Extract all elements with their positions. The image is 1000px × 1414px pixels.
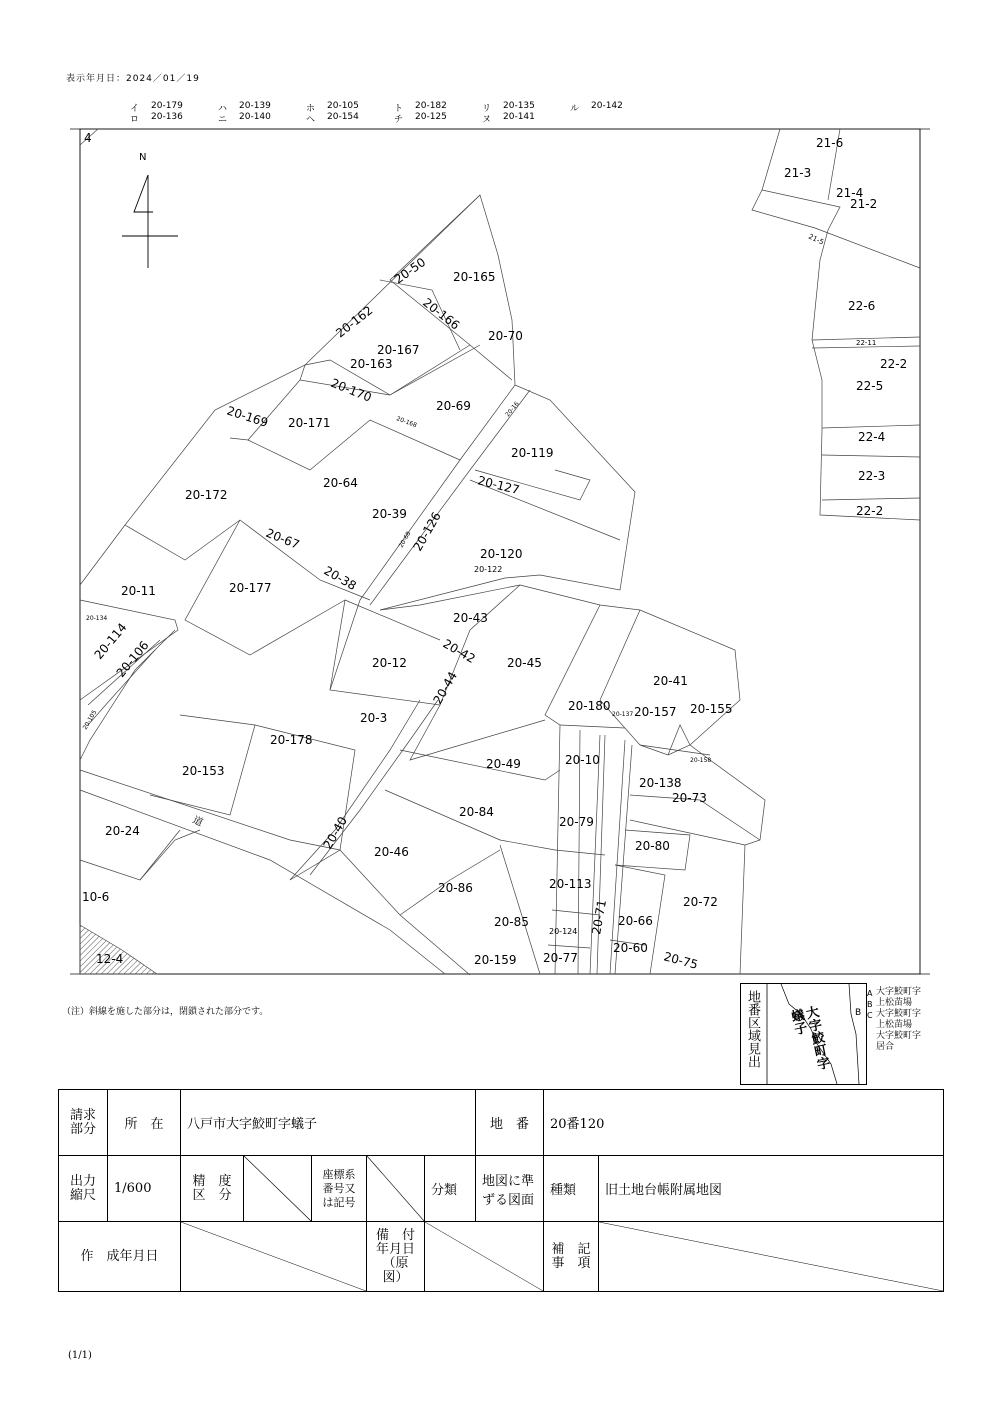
parcel-label: 20-24	[105, 824, 140, 838]
parcel-label: 20-126	[410, 509, 444, 554]
parcel-label: 21-5	[807, 232, 825, 247]
parcel-label: 20-69	[436, 399, 471, 413]
parcel-label: 20-138	[639, 776, 682, 790]
legend-value: 20-141	[503, 112, 535, 122]
legend-key: ロ	[130, 115, 140, 125]
parcel-label: 20-71	[589, 898, 610, 936]
parcel-label: 20-60	[613, 941, 648, 955]
parcel-label: 20-68	[397, 530, 413, 549]
certificate-form	[58, 1089, 944, 1292]
parcel-label: 12-4	[96, 952, 124, 966]
accuracy-label: 精 度区 分	[181, 1156, 244, 1222]
parcel-label: 20-86	[438, 881, 473, 895]
index-map-title: 地番区域見出	[745, 990, 760, 1068]
parcel-label: 22-3	[858, 469, 886, 483]
parcel-label: 20-177	[229, 581, 272, 595]
index-map-mark: B	[855, 1008, 862, 1018]
parcel-label: 20-119	[511, 446, 554, 460]
parcel-label: 20-157	[634, 705, 677, 719]
prepared-value	[425, 1222, 544, 1292]
class-value: 地図に準ずる図面	[476, 1156, 544, 1222]
parcel-label: 20-134	[86, 615, 108, 622]
parcel-label: 20-167	[377, 343, 420, 357]
parcel-label: 20-172	[185, 488, 228, 502]
index-map-entries	[876, 987, 921, 1053]
type-value: 旧土地台帳附属地図	[599, 1156, 944, 1222]
closed-parcel	[80, 925, 157, 974]
parcel-label: 20-153	[182, 764, 225, 778]
index-mark: A	[867, 989, 873, 998]
legend-value: 20-179	[151, 101, 183, 111]
parcel-label: 20-44	[430, 669, 461, 707]
legend-key: ヌ	[482, 115, 492, 125]
parcel-label: 20-120	[480, 547, 523, 561]
parcel-label: 20-171	[288, 416, 331, 430]
legend-value: 20-135	[503, 101, 535, 111]
legend-key: ニ	[218, 115, 228, 125]
parcel-label: 20-40	[320, 814, 351, 852]
parcel-label: 21-2	[850, 197, 878, 211]
legend-value: 20-125	[415, 112, 447, 122]
parcel-label: 20-169	[225, 403, 270, 430]
parcel-label: 20-122	[474, 565, 503, 574]
parcel-label: 20-42	[440, 636, 478, 667]
parcel-label: 20-66	[618, 914, 653, 928]
parcel-label: 20-85	[494, 915, 529, 929]
parcel-label: 20-163	[350, 357, 393, 371]
parcel-label: 20-46	[374, 845, 409, 859]
parcel-label: 20-170	[328, 375, 374, 405]
parcel-label: 4	[84, 131, 92, 145]
index-entry: 大字鮫町字	[876, 1009, 922, 1019]
legend-value: 20-182	[415, 101, 447, 111]
index-map	[740, 983, 867, 1085]
parcel-label: 20-16	[504, 400, 521, 419]
parcel-label: 20-64	[323, 476, 358, 490]
index-map-area-name: 大字鮫町字蟻子	[787, 1004, 831, 1072]
parcel-label: 20-43	[453, 611, 488, 625]
legend-key: ト	[394, 104, 404, 114]
parcel-label: 20-178	[270, 733, 313, 747]
legend-value: 20-140	[239, 112, 271, 122]
parcel-label: 20-79	[559, 815, 594, 829]
legend-key: ヘ	[306, 115, 316, 125]
display-date: 表示年月日：2024／01／19	[66, 74, 200, 84]
legend-key: リ	[482, 104, 492, 114]
parcel-label: 21-4	[836, 186, 864, 200]
parcel-label: 20-3	[360, 711, 388, 725]
accuracy-value	[244, 1156, 312, 1222]
parcel-label: 20-45	[507, 656, 542, 670]
parcel-label: 20-70	[488, 329, 523, 343]
parcel-label: 20-127	[476, 473, 521, 498]
legend-key: チ	[394, 115, 404, 125]
index-entry: 居合	[876, 1042, 895, 1052]
parcel-label: 20-73	[672, 791, 707, 805]
parcel-label: 22-2	[856, 504, 884, 518]
parcel-label: 20-168	[395, 415, 418, 430]
road-label: 道	[190, 814, 205, 829]
legend-key: ハ	[218, 104, 228, 114]
parcel-label: 22-4	[858, 430, 886, 444]
parcel-label: 20-75	[662, 949, 700, 972]
north-arrow	[122, 175, 178, 268]
north-label: N	[139, 152, 147, 163]
prepared-label: 備 付年月日（原図）	[367, 1222, 425, 1292]
parcel-label: 20-158	[690, 757, 712, 764]
parcel-label: 20-11	[121, 584, 156, 598]
parcel-label: 20-84	[459, 805, 494, 819]
parcel-label: 20-165	[453, 270, 496, 284]
created-label: 作 成年月日	[59, 1222, 181, 1292]
legend-key: ホ	[306, 104, 316, 114]
legend-value: 20-154	[327, 112, 359, 122]
parcel-label: 20-41	[653, 674, 688, 688]
parcel-label: 20-162	[333, 303, 376, 341]
coord-value	[367, 1156, 425, 1222]
parcel-label: 22-6	[848, 299, 876, 313]
remarks-label: 補 記事 項	[544, 1222, 599, 1292]
parcel-label: 20-80	[635, 839, 670, 853]
parcel-label: 22-5	[856, 379, 884, 393]
legend-value: 20-105	[327, 101, 359, 111]
parcel-label: 22-2	[880, 357, 908, 371]
index-map-marks	[867, 988, 873, 1021]
parcel-label: 20-77	[543, 951, 578, 965]
parcel-label: 21-3	[784, 166, 812, 180]
index-entry: 大字鮫町字	[876, 987, 922, 997]
legend-value: 20-139	[239, 101, 271, 111]
parcel-label: 20-106	[113, 638, 152, 680]
index-entry: 上松苗場	[876, 998, 913, 1008]
class-label: 分類	[425, 1156, 476, 1222]
parcel-label: 20-10	[565, 753, 600, 767]
parcel-label: 20-50	[391, 254, 429, 287]
parcel-label: 20-72	[683, 895, 718, 909]
parcel-label: 20-38	[321, 563, 359, 594]
scale-value: 1/600	[108, 1156, 181, 1222]
remarks-value	[599, 1222, 944, 1292]
parcel-label: 20-137	[612, 711, 634, 718]
page-number: (1/1)	[68, 1350, 92, 1361]
legend-key: ル	[570, 104, 580, 114]
created-value	[181, 1222, 367, 1292]
legend-key: イ	[130, 104, 140, 114]
parcel-label: 20-67	[263, 525, 302, 552]
parcel-label: 20-113	[549, 877, 592, 891]
location-value: 八戸市大字鮫町字蟻子	[181, 1090, 476, 1156]
type-label: 種類	[544, 1156, 599, 1222]
coord-label: 座標系番号又は記号	[312, 1156, 367, 1222]
parcel-label: 20-49	[486, 757, 521, 771]
parcel-label: 20-166	[420, 295, 463, 333]
requester-label: 請求部分	[59, 1090, 108, 1156]
parcel-label: 20-114	[91, 620, 130, 662]
lot-label: 地 番	[476, 1090, 544, 1156]
parcel-label: 21-6	[816, 136, 844, 150]
index-entry: 上松苗場	[876, 1020, 913, 1030]
index-mark: C	[867, 1011, 873, 1020]
parcel-label: 22-11	[856, 339, 877, 347]
parcel-label: 20-180	[568, 699, 611, 713]
parcel-label: 20-12	[372, 656, 407, 670]
scale-label: 出力縮尺	[59, 1156, 108, 1222]
legend-value: 20-142	[591, 101, 623, 111]
closed-parcel-note: （注）斜線を施した部分は，閉鎖された部分です。	[62, 1007, 269, 1017]
index-entry: 大字鮫町字	[876, 1031, 922, 1041]
parcel-label: 10-6	[82, 890, 110, 904]
parcel-label: 20-39	[372, 507, 407, 521]
legend-value: 20-136	[151, 112, 183, 122]
parcel-label: 20-124	[549, 927, 578, 936]
index-mark: B	[867, 1000, 873, 1009]
parcel-label: 20-159	[474, 953, 517, 967]
parcel-label: 20-155	[690, 702, 733, 716]
lot-value: 20番120	[544, 1090, 944, 1156]
parcel-label: 20-105	[81, 709, 99, 731]
location-label: 所 在	[108, 1090, 181, 1156]
